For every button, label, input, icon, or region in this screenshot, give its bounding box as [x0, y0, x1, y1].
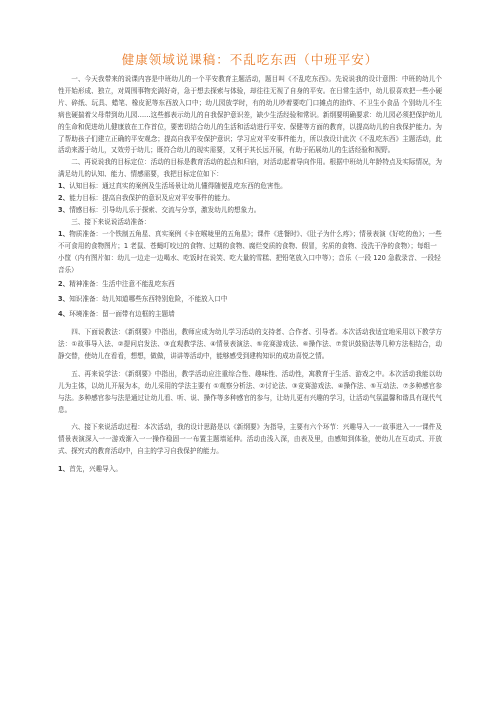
prep-item-text: 环境准备：留一面带有边框的主题墙 [69, 310, 175, 319]
goal-item-number: 3、 [58, 205, 70, 214]
document-title: 健康领域说课稿：不乱吃东西（中班平安） [121, 52, 379, 67]
process-step-1 [58, 464, 442, 476]
goal-item-number: 2、 [58, 194, 70, 203]
paragraph-teaching-methods: 四、下面说教法：《新纲要》中指出，教师应成为幼儿学习活动的支持者、合作者、引导者。本次活动我适宜地采用以下教学方法：①故事导入法、②提问启发法、③直观教学法、④情景表演法、⑤竞赛游戏法、⑥操作法、⑦赏识鼓励法等几种方法相结合，动静交替，使幼儿在看看，想想，做做，讲讲等活动中，能够感受到建构知识的成功喜悦之情。 [58, 328, 442, 360]
prep-item-spirit [58, 279, 442, 291]
prep-item-knowledge [58, 294, 442, 306]
prep-item-number: 3、 [58, 295, 70, 304]
paragraph-activity-process: 六、接下来说活动过程：本次活动，我的设计思路是以《新纲要》为指导，主要有六个环节：兴趣导入一一故事进入一一课件及情景表演深入一一游戏渐入一一操作稳固一一布置主题墙延伸。活动由浅入深，由表及里，由感知到体验，使幼儿在互动式、开放式、探究式的教育活动中，自主的学习自我保护的能力。 [58, 423, 442, 456]
prep-item-number: 4、 [58, 310, 70, 319]
process-step-number: 1、 [58, 465, 70, 474]
prep-item-material [58, 229, 442, 277]
paragraph-preparation-intro: 三、接下来说说活动准备： [71, 217, 151, 226]
paragraph-goal-intro: 二、再说说我的目标定位：活动的目标是教育活动的起点和归宿，对活动起着导向作用。根据中班幼儿年龄特点及实际情况，为满足幼儿的认知、能力、情感需要，我把目标定位如下： [58, 158, 442, 179]
prep-item-text: 精神准备：生活中注意不能乱吃东西 [69, 280, 175, 289]
prep-item-number: 2、 [58, 280, 70, 289]
goal-item-2 [58, 193, 442, 205]
process-step-text: 首先，兴趣导入。 [69, 465, 122, 474]
goal-item-text: 能力目标：提高自我保护的意识及应对平安事件的能力。 [69, 194, 235, 203]
goal-item-text: 情感目标：引导幼儿乐于探索、交流与分享，激发幼儿的想象力。 [69, 205, 261, 214]
paragraph-learning-methods: 五、再来说学法：《新纲要》中指出，教学活动应注重综合性、趣味性、活动性，寓教育于生活、游戏之中。本次活动我能以幼儿为主体，以幼儿开展为本，幼儿采用的学法主要有 ①观察分析法、②讨论法、③竞赛游戏法、④操作法、⑤互动法、⑦多种感官参与法。多种感官参与法是通过让幼儿看、听、说、操作等多种感官的参与，让幼儿更有兴趣的学习，让活动气氛温馨和谐具有现代气息。 [58, 369, 442, 414]
prep-item-number: 1、 [58, 229, 70, 238]
goal-item-text: 认知目标：通过真实的案例及生活场景让幼儿懂得随便乱吃东西的危害性。 [69, 182, 287, 191]
prep-item-text: 知识准备：幼儿知道哪些东西特别危险，不能放入口中 [69, 295, 228, 304]
goal-item-number: 1、 [58, 182, 70, 191]
goal-item-3 [58, 205, 442, 217]
goal-item-1 [58, 181, 442, 193]
prep-item-text: 物质准备：一个铁制五角星、真实案例《卡在喉咙里的五角星》；课件《进餐时》、《肚子为什么疼》；情景表演《好吃的鱼》；一些不可食用的食物图片；1 老鼠、苍蝇叮咬过的食物、过期的食物、腐烂变质的食物、假冒，劣质的食物、没洗干净的食物）；每组一小筐（内有图片如：幼儿一边走一边喝水、吃饭时在说笑、吃大量的雪糕、把铅笔放入口中等）；音乐（一段 120 急救录音、一段轻音乐） [58, 229, 442, 274]
paragraph-design-intent: 一、今天我带来的说课内容是中班幼儿的一个平安教育主题活动，题目叫《不乱吃东西》。先说说我的设计意图：中班的幼儿个性开始形成、独立，对周围事物充满好奇，急于想去探索与体验，却往往无视了自身的平安。在日常生活中，幼儿很喜欢把一些小硬片、碎纸、玩具、蜡笔、橡皮泥等东西放入口中；幼儿园放学时，有的幼儿吵着要吃门口摊点的油炸、不卫生小食品 个别幼儿不生病也硬揣着父母带到幼儿园……这些都表示幼儿的自我保护意识差，缺少生活经验和常识。新纲要明确要求：幼儿园必须把保护幼儿的生命和促进幼儿健康放在工作首位，要密切结合幼儿的生活和活动进行平安、保健等方面的教育，以提高幼儿的自我保护能力。为了帮助孩子们建立正确的平安观念；提高自我平安保护意识；学习应对平安事件能力，所以我设计此次《不乱吃东西》主题活动，此活动来源于幼儿，又效劳于幼儿；既符合幼儿的现实需要，又利于其长远开展，有助于拓展幼儿的生活经验和视野。 [58, 75, 442, 155]
prep-item-environment [58, 309, 442, 321]
